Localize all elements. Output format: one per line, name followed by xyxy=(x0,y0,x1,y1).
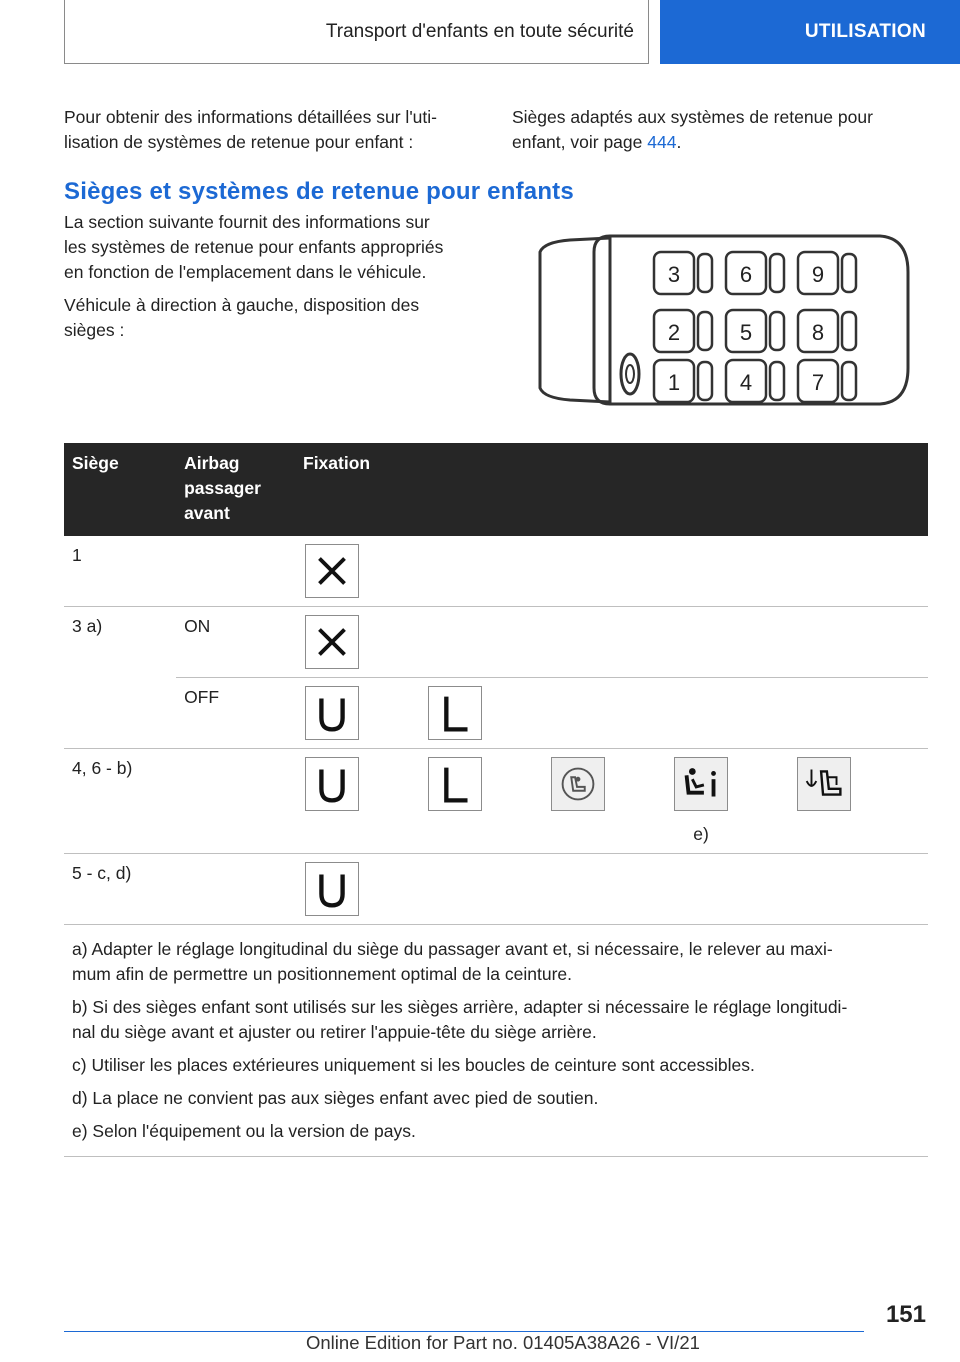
page-number: 151 xyxy=(885,1301,926,1328)
intro-left-line: lisation de systèmes de retenue pour enfant : xyxy=(64,132,414,152)
fixation-cell xyxy=(295,536,928,607)
seat-7 xyxy=(798,360,856,402)
table-row xyxy=(64,854,928,925)
seat-5 xyxy=(726,310,784,352)
body-line: les systèmes de retenue pour enfants appropriés xyxy=(64,237,444,257)
seat-number: 8 xyxy=(811,320,825,345)
running-header xyxy=(64,0,649,64)
page-link[interactable]: 444 xyxy=(647,132,677,152)
seat-cell: 3 a) xyxy=(64,607,176,749)
footnote-d: d) La place ne convient pas aux sièges enfant avec pied de soutien. xyxy=(72,1088,599,1108)
seat-9 xyxy=(798,252,856,294)
steering-wheel-icon xyxy=(621,354,639,394)
seat-number: 6 xyxy=(739,262,753,287)
seat-layout-diagram xyxy=(530,232,914,408)
seat-number: 4 xyxy=(739,370,753,395)
u-icon xyxy=(305,686,359,740)
intro-right-suffix: . xyxy=(676,132,682,152)
seat-number: 1 xyxy=(667,370,681,395)
body-line: en fonction de l'emplacement dans le véhicule. xyxy=(64,262,427,282)
col-fixation-header: Fixation xyxy=(295,443,928,536)
u-icon xyxy=(305,862,359,916)
col-seat-header: Siège xyxy=(64,443,176,536)
footnote-c: c) Utiliser les places extérieures uniquement si les boucles de ceinture sont accessibles. xyxy=(72,1055,755,1075)
seat-number: 9 xyxy=(811,262,825,287)
seat-2 xyxy=(654,310,712,352)
seat-4 xyxy=(726,360,784,402)
section-heading: Sièges et systèmes de retenue pour enfants xyxy=(64,178,574,205)
airbag-cell: ON xyxy=(176,607,295,678)
airbag-cell: OFF xyxy=(176,678,295,749)
intro-left xyxy=(64,105,484,155)
body-line: Véhicule à direction à gauche, disposition des xyxy=(64,295,420,315)
table-row xyxy=(64,607,928,678)
body-text xyxy=(64,210,494,343)
body-line: La section suivante fournit des informations sur xyxy=(64,212,430,232)
isize-booster-icon xyxy=(674,757,728,811)
seat-number: 7 xyxy=(811,370,825,395)
seat-8 xyxy=(798,310,856,352)
footnote-a xyxy=(72,937,920,987)
u-icon xyxy=(305,757,359,811)
chapter-label: UTILISATION xyxy=(804,21,926,42)
x-icon xyxy=(305,544,359,598)
footnotes-cell xyxy=(64,925,928,1157)
seat-cell: 1 xyxy=(64,536,176,607)
airbag-cell xyxy=(176,749,295,854)
footnote-line: nal du siège avant et ajuster ou retirer l'appuie-tête du siège arrière. xyxy=(72,1022,597,1042)
footnote-line: mum afin de permettre un positionnement optimal de la ceinture. xyxy=(72,964,572,984)
seat-6 xyxy=(726,252,784,294)
footnote-line: a) Adapter le réglage longitudinal du siège du passager avant et, si nécessaire, le relever au maxi‐ xyxy=(72,939,833,959)
table-row xyxy=(64,749,928,854)
isofix-anchor-icon xyxy=(797,757,851,811)
seat-1 xyxy=(654,360,712,402)
icon-note: e) xyxy=(693,824,709,844)
section-title: Transport d'enfants en toute sécurité xyxy=(325,20,634,42)
intro-right-line xyxy=(512,130,932,155)
car-front-outline xyxy=(540,238,610,402)
seat-table xyxy=(64,443,928,1157)
fixation-cell xyxy=(295,854,928,925)
l-icon xyxy=(428,686,482,740)
intro-right-prefix: enfant, voir page xyxy=(512,132,648,152)
intro-left-line: Pour obtenir des informations détaillées sur l'uti‐ xyxy=(64,107,437,127)
body-line: sièges : xyxy=(64,320,125,340)
footnote-line: b) Si des sièges enfant sont utilisés sur les sièges arrière, adapter si nécessaire le réglage longitudi‐ xyxy=(72,997,848,1017)
footnote-e: e) Selon l'équipement ou la version de pays. xyxy=(72,1121,416,1141)
fixation-cell xyxy=(295,749,928,854)
intro-right-line: Sièges adaptés aux systèmes de retenue pour xyxy=(512,107,873,127)
seat-cell: 4, 6 - b) xyxy=(64,749,176,854)
fixation-cell xyxy=(295,678,928,749)
seat-cell: 5 - c, d) xyxy=(64,854,176,925)
chapter-tab[interactable] xyxy=(660,0,960,64)
footnotes-row xyxy=(64,925,928,1157)
col-airbag-header xyxy=(176,443,295,536)
intro-right xyxy=(512,105,932,155)
seat-number: 5 xyxy=(739,320,753,345)
table-row xyxy=(64,678,928,749)
fixation-cell xyxy=(295,607,928,678)
airbag-cell xyxy=(176,536,295,607)
seat-3 xyxy=(654,252,712,294)
edition-text: Online Edition for Part no. 01405A38A26 - VI/21 xyxy=(306,1332,700,1353)
seat-number: 2 xyxy=(667,320,681,345)
footnote-b xyxy=(72,995,920,1045)
airbag-cell xyxy=(176,854,295,925)
child-seat-icon xyxy=(551,757,605,811)
x-icon xyxy=(305,615,359,669)
l-icon xyxy=(428,757,482,811)
seat-number: 3 xyxy=(667,262,681,287)
table-row xyxy=(64,536,928,607)
airbag-header-text: Airbag passager avant xyxy=(184,453,261,523)
